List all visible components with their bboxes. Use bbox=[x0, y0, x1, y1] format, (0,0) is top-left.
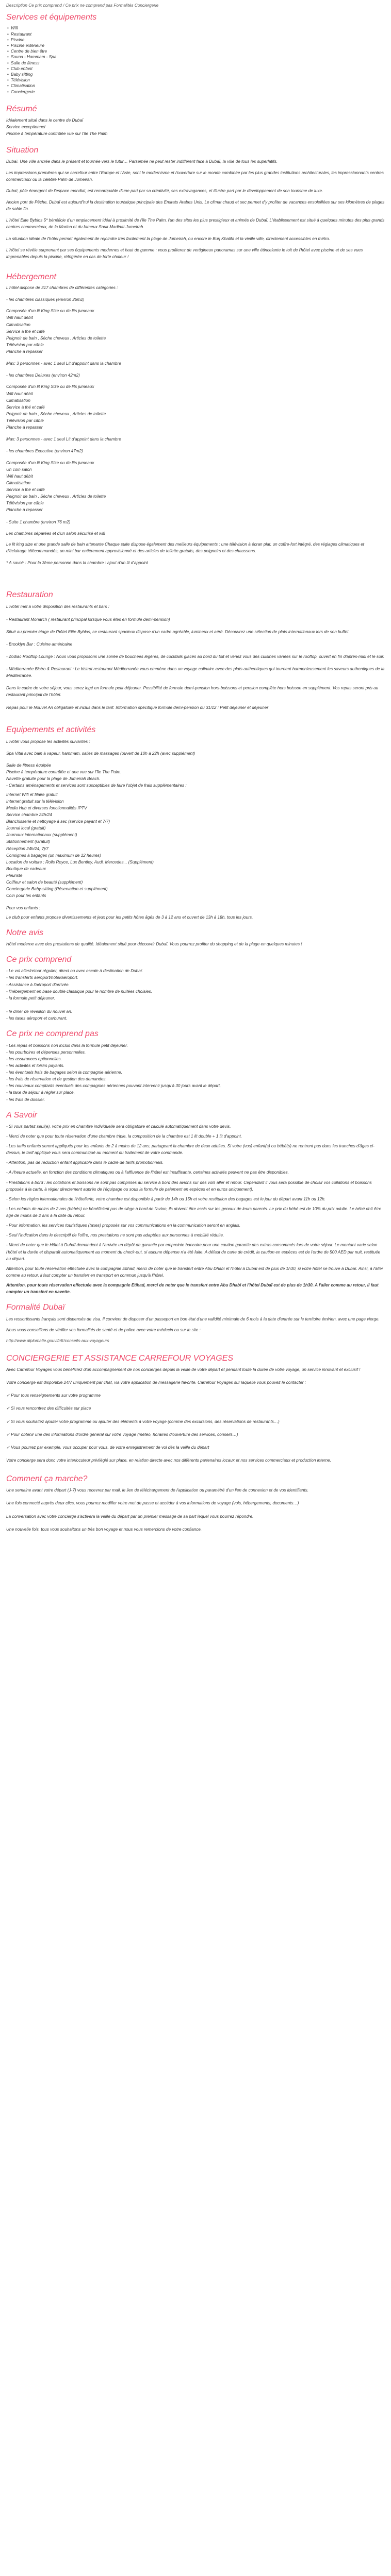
room-block bbox=[6, 360, 385, 367]
equipement-item: Service chambre 24h/24 bbox=[6, 812, 52, 817]
a-savoir-paragraph: Attention, pour toute réservation effectuée avec la compagnie Etihad, merci de noter que le transfert entre Abu Dhabi et l'hôtel à Dubaï est de plus de 1h30, si votre hôtel se trouve à Dubaï. Ainsi, à l'aller comme au retour, il faut compter un transfert en transport en commun jusqu'à l'hôtel. bbox=[6, 1266, 383, 1278]
room-header: - Suite 1 chambre (environ 76 m2) bbox=[6, 519, 71, 524]
comment-title: Comment ça marche? bbox=[6, 1475, 88, 1484]
room-block bbox=[6, 372, 385, 431]
resume-line: Piscine à température contrôlée vue sur l'île The Palm bbox=[6, 131, 108, 137]
comment-paragraph: Une semaine avant votre départ (J-7) vous recevrez par mail, le lien de téléchargement de l'application ou paramétré d'un lien de connexion et de vos identifiants. bbox=[6, 1488, 309, 1493]
ne-comprend-item: - les éventuels frais de bagages selon la compagnie aérienne. bbox=[6, 1070, 122, 1075]
room-feature: Composée d'un lit King Size ou de lits jumeaux bbox=[6, 309, 94, 314]
comprend-item: - l'hébergement en base double classique pour le nombre de nuitées choisies. bbox=[6, 989, 152, 994]
formalite-title: Formalité Dubaï bbox=[6, 1303, 65, 1312]
room-feature: Peignoir de bain , Sèche cheveux , Articles de toilette bbox=[6, 494, 106, 499]
comprend-item: - Assistance à l'aéroport d'arrivée. bbox=[6, 982, 70, 987]
room-feature: Service à thé et café bbox=[6, 329, 45, 334]
hebergement-title: Hébergement bbox=[6, 272, 56, 281]
ne-comprend-item: - la taxe de séjour à régler sur place, bbox=[6, 1090, 75, 1095]
room-feature: Planche à repasser bbox=[6, 425, 43, 430]
equipement-item: Consignes à bagages (un maximum de 12 heures) bbox=[6, 853, 101, 858]
room-header: - les chambres Executive (environ 47m2) bbox=[6, 449, 83, 454]
equipements-paragraph: Piscine à température contrôlée et une vue sur l'île The Palm. bbox=[6, 770, 122, 775]
restauration-paragraph: Repas pour le Nouvel An obligatoire et inclus dans le tarif. Information spécifique formule demi-pension du 31/12 : Petit déjeuner et déjeuner bbox=[6, 705, 269, 710]
hebergement-note: Le lit king size et une grande salle de bain attenante Chaque suite dispose également des meilleurs équipements : une télévision à écran plat, un coffre-fort intégré, des réglages climatiques et d'éclairage télécommandés, un mini bar entièrement approvisionné et des articles de toilette gratuits, des peignoirs et des chaussons. bbox=[6, 541, 365, 553]
a-savoir-paragraph: - Merci de noter que pour toute réservation d'une chambre triple, la composition de la chambre est 1 lit double + 1 lit d'appoint. bbox=[6, 1133, 242, 1139]
room-header: Max: 3 personnes - avec 1 seul Lit d'appoint dans la chambre bbox=[6, 361, 121, 366]
room-feature: Peignoir de bain , Sèche cheveux , Articles de toilette bbox=[6, 335, 106, 341]
room-feature: Télévision par câble bbox=[6, 418, 44, 423]
kids-club-text: Pour vos enfants : bbox=[6, 905, 40, 910]
a-savoir-paragraph: - Prestations à bord : les collations et boissons ne sont pas comprises au service à bord des avions sur des vols aller et retour. Cependant il vous sera possible de choisir vos collations et boissons proposés à la carte, à régler directement auprès de l'équipage ou sous la formule de paiement en espèces et en euros uniquement). bbox=[6, 1180, 372, 1192]
equipement-item: Media Hub et diverses fonctionnalités IPTV bbox=[6, 805, 87, 810]
ne-comprend-item: - les frais de réservation et de gestion des demandes. bbox=[6, 1077, 107, 1082]
comprend-item bbox=[6, 1002, 385, 1008]
comprend-item: - Le vol aller/retour régulier, direct ou avec escale à destination de Dubaï. bbox=[6, 969, 143, 974]
formalite-link[interactable]: http://www.diplomatie.gouv.fr/fr/conseils-aux-voyageurs bbox=[6, 1338, 109, 1343]
hebergement-intro: L'hôtel dispose de 317 chambres de différentes catégories : bbox=[6, 285, 118, 291]
situation-text bbox=[6, 158, 385, 260]
situation-paragraph: La situation idéale de l'hôtel permet également de rejoindre très facilement la plage de Jumeirah, ou encore le Burj Khalifa et la vieille ville, directement accessibles en métro. bbox=[6, 236, 330, 241]
situation-title: Situation bbox=[6, 146, 39, 155]
room-feature: Wifi haut débit bbox=[6, 315, 33, 320]
ne-comprend-item: - les assurances optionnelles. bbox=[6, 1056, 62, 1061]
restauration-title: Restauration bbox=[6, 590, 53, 600]
a-savoir-paragraph: - Pour information, les services touristiques (taxes) proposés sur vos communications en la communication seront en anglais. bbox=[6, 1223, 241, 1228]
prix-comprend-title: Ce prix comprend bbox=[6, 955, 72, 964]
service-item: • Salle de fitness bbox=[11, 60, 385, 66]
room-block bbox=[6, 436, 385, 443]
a-savoir-paragraph: - Seul l'indication dans le descriptif de l'offre, nos prestations ne sont pas adaptées aux personnes à mobilité réduite. bbox=[6, 1233, 224, 1238]
room-feature: Service à thé et café bbox=[6, 404, 45, 410]
room-feature: Climatisation bbox=[6, 480, 30, 485]
room-feature: Planche à repasser bbox=[6, 507, 43, 513]
situation-paragraph: L'Hôtel se révèle surprenant par ses équipements modernes et haut de gamme : vous profiterez de vertigineux panoramas sur une ville étincelante le toit de l'hôtel avec piscine et de ses vues imprenables depuis la piscine, réfrigérée en cas de forte chaleur ! bbox=[6, 247, 363, 259]
equipement-item: Réception 24h/24, 7j/7 bbox=[6, 846, 48, 851]
a-savoir-title: A Savoir bbox=[6, 1110, 37, 1120]
conciergerie-paragraph: ✓ Pour obtenir une des informations d'ordre général sur votre voyage (météo, horaires d'ouverture des services, conseils…) bbox=[6, 1432, 238, 1437]
equipement-item: Boutique de cadeaux bbox=[6, 866, 46, 871]
equipement-item: Blanchisserie et nettoyage à sec (service payant et 7/7) bbox=[6, 819, 110, 824]
room-block bbox=[6, 448, 385, 513]
conciergerie-text bbox=[6, 1366, 385, 1464]
service-item: • Télévision bbox=[11, 77, 385, 83]
equipement-item: Fleuriste bbox=[6, 873, 23, 878]
comment-paragraph: Une nouvelle fois, tous vous souhaitons un très bon voyage et nous vous remercions de votre confiance. bbox=[6, 1527, 202, 1532]
comment-text bbox=[6, 1487, 385, 1533]
room-feature: Composée d'un lit King Size ou de lits jumeaux bbox=[6, 460, 94, 465]
notre-avis-text: Hôtel moderne avec des prestations de qualité. Idéalement situé pour découvrir Dubaï. Vous pourrez profiter du shopping et de la plage en quelques minutes ! bbox=[6, 942, 302, 946]
conciergerie-paragraph: ✓ Vous pourrez par exemple, vous occuper pour vous, de votre enregistrement de vol dès la veille du départ bbox=[6, 1445, 209, 1450]
equipements-paragraph: Navette gratuite pour la plage de Jumeirah Beach. bbox=[6, 776, 101, 782]
prix-ne-comprend-title: Ce prix ne comprend pas bbox=[6, 1029, 99, 1039]
rooms-list bbox=[6, 296, 385, 537]
comment-paragraph: Une fois connecté auprès deux clics, vous pourrez modifier votre mot de passe et accéder à vos informations de voyage (vols, hébergements, documents…) bbox=[6, 1501, 299, 1506]
room-block bbox=[6, 296, 385, 355]
conciergerie-paragraph: ✓ Si vous souhaitez ajouter votre programme ou ajouter des éléments à votre voyage (comme des excursions, des réservations de restaurants…) bbox=[6, 1419, 280, 1424]
situation-paragraph: Dubaï, pôle émergent de l'espace mondial, est remarquable d'une part par sa créativité, ses extravagances, et illustre part par le développement de son tourisme de luxe. bbox=[6, 188, 323, 193]
service-item: • Club enfant bbox=[11, 66, 385, 72]
a-savoir-paragraph: - A l'heure actuelle, en fonction des conditions climatiques ou à l'affluence de l'hôtel est insuffisante, certaines activités peuvent ne pas être disponibles. bbox=[6, 1170, 289, 1175]
equipements-paragraph: L'Hôtel vous propose les activités suivantes : bbox=[6, 739, 90, 744]
equipement-item: Stationnement (Gratuit) bbox=[6, 839, 51, 844]
room-header: - les chambres classiques (environ 26m2) bbox=[6, 297, 85, 302]
equipements-list bbox=[6, 791, 385, 900]
room-feature: Climatisation bbox=[6, 322, 30, 327]
resume-lines bbox=[6, 117, 385, 137]
intro-line: Description Ce prix comprend / Ce prix ne comprend pas Formalités Conciergerie bbox=[6, 3, 159, 8]
restauration-text bbox=[6, 603, 385, 710]
room-feature: Un coin salon bbox=[6, 467, 32, 472]
equipements-paragraph: Salle de fitness équipée bbox=[6, 763, 51, 768]
situation-paragraph: Dubaï. Une ville ancrée dans le présent et tournée vers le futur… Parsemée ne peut rester indifférent face à Dubaï, la ville de tous les superlatifs. bbox=[6, 159, 278, 164]
a-savoir-paragraph: - Merci de noter que le Hôtel à Dubaï demandent à l'arrivée un dépôt de garantie par empreinte bancaire pour une caution garantie des extras consommés lors de votre séjour. Le montant varie selon l'hôtel et la durée et disparaît automatiquement au moment du check-out, si aucune dépense n'a été faite. A défaut de carte de crédit, la caution en espèces est de l'ordre de 500 AED par nuit, restituée au départ. bbox=[6, 1243, 381, 1261]
restauration-paragraph: Dans le cadre de votre séjour, vous serez logé en formule petit déjeuner. Possibilité de formule demi-pension hors-boissons et pension complète hors boisson en supplément. Vos repas seront pris au restaurant principal de l'hôtel. bbox=[6, 686, 379, 698]
comprend-item: - le dîner de réveillon du nouvel an. bbox=[6, 1009, 72, 1014]
comprend-item: - les transferts aéroport/hôtel/aéroport. bbox=[6, 975, 78, 980]
conciergerie-paragraph: Votre concierge sera donc votre interlocuteur privilégié sur place, en relation directe avec nos différents partenaires locaux et nos services commerciaux et production interne. bbox=[6, 1458, 332, 1463]
room-block bbox=[6, 519, 385, 537]
resume-line: Service exceptionnel bbox=[6, 125, 45, 130]
room-feature: Télévision par câble bbox=[6, 342, 44, 347]
a-savoir-paragraph: - Attention, pas de réduction enfant applicable dans le cadre de tarifs promotionnels. bbox=[6, 1160, 164, 1165]
equipement-item: Conciergerie Baby-sitting (Réservation et supplément) bbox=[6, 887, 108, 892]
notre-avis-title: Notre avis bbox=[6, 928, 44, 937]
comment-paragraph: La conversation avec votre concierge s'activera la veille du départ par un premier message de sa part lequel vous pourrez répondre. bbox=[6, 1514, 254, 1519]
situation-paragraph: Ancien port de Pêche, Dubaï est aujourd'hui la destination touristique principale des Emirats Arabes Unis. Le climat chaud et sec permet d'y profiter de vacances ensoleillées sur ses kilomètres de plages de sable fin. bbox=[6, 200, 385, 212]
equipements-paragraph: - Certains aménagements et services sont susceptibles de faire l'objet de frais supplémentaires : bbox=[6, 783, 187, 788]
service-item: • Restaurant bbox=[11, 31, 385, 37]
ne-comprend-item: - Les repas et boissons non inclus dans la formule petit déjeuner. bbox=[6, 1043, 128, 1048]
room-header: - les chambres Deluxes (environ 42m2) bbox=[6, 373, 80, 378]
a-savoir-text bbox=[6, 1123, 385, 1279]
restauration-paragraph: L'Hôtel met à votre disposition des restaurants et bars : bbox=[6, 604, 109, 609]
ne-comprend-item: - les activités et loisirs payants. bbox=[6, 1063, 64, 1068]
equipements-title: Equipements et activités bbox=[6, 725, 96, 734]
resume-line: Idéalement situé dans le centre de Dubaï bbox=[6, 117, 84, 123]
room-feature: Wifi haut débit bbox=[6, 473, 33, 479]
conciergerie-paragraph: Votre concierge est disponible 24/7 uniquement par chat, via votre application de messagerie favorite. Carrefour Voyages sur laquelle vous pouvez le contacter : bbox=[6, 1380, 306, 1385]
conciergerie-title: CONCIERGERIE ET ASSISTANCE CARREFOUR VOYAGES bbox=[6, 1353, 234, 1363]
room-feature: Composée d'un lit King Size ou de lits jumeaux bbox=[6, 384, 94, 389]
hebergement-extra bbox=[6, 541, 385, 566]
equipement-item: Internet gratuit sur la télévision bbox=[6, 799, 64, 804]
service-item: • Climatisation bbox=[11, 83, 385, 89]
situation-paragraph: L'Hôtel Elite Byblos 5* bénéficie d'un emplacement idéal à proximité de l'île The Palm, l'un des sites les plus prestigieux et animés de Dubaï. L'établissement est situé à quelques minutes des plus grands centres commerciaux, de la Marina et du fameux Souk Madinat Jumeirah. bbox=[6, 218, 385, 230]
equipements-text bbox=[6, 738, 385, 789]
equipements-paragraph: Spa Vital avec bain à vapeur, hammam, salles de massages (ouvert de 10h à 22h (avec supplément) bbox=[6, 751, 196, 756]
ne-comprend-item: - les pourboires et dépenses personnelles. bbox=[6, 1049, 86, 1055]
services-title: Services et équipements bbox=[6, 13, 97, 22]
restauration-paragraph: Situé au premier étage de l'hôtel Elite Byblos, ce restaurant spacieux dispose d'un cadre agréable, lumineux et aéré. Découvrez une sélection de plats internationaux lors de son buffet. bbox=[6, 629, 350, 634]
comprend-item: - la formule petit déjeuner. bbox=[6, 995, 55, 1001]
service-item: • Sauna - Hammam - Spa bbox=[11, 54, 385, 60]
service-item: • Centre de bien être bbox=[11, 48, 385, 54]
prix-ne-comprend-list bbox=[6, 1042, 385, 1103]
equipement-item: Coin pour les enfants bbox=[6, 893, 46, 899]
a-savoir-paragraph: - Les enfants de moins de 2 ans (bébés) ne bénéficient pas de siège à bord de l'avion, ils doivent être assis sur les genoux de leurs parents. Le prix du bébé est de 10% du prix adulte. Le bébé doit être âgé de moins de 2 ans à la date du retour. bbox=[6, 1206, 382, 1218]
comprend-item: - les taxes aéroport et carburant. bbox=[6, 1016, 68, 1021]
room-feature: Wifi haut débit bbox=[6, 391, 33, 396]
kids-club-text: Le club pour enfants propose divertissements et jeux pour les petits hôtes âgés de 3 à 12 ans et ouvert de 13h à 18h, tous les jours. bbox=[6, 915, 253, 920]
formalite-paragraph: Nous vous conseillons de vérifier vos formalités de santé et de police avec votre médecin ou sur le site : bbox=[6, 1327, 201, 1332]
room-feature: Peignoir de bain , Sèche cheveux , Articles de toilette bbox=[6, 411, 106, 416]
equipements-kids bbox=[6, 905, 385, 921]
restauration-paragraph: - Zodiac Rooftop Lounge : Nous vous proposons une soirée de bouchées légères, de cocktails glacés au bord du toit et venez vous des cuisines variées sur le rooftop, ouvert en fin d'après-midi et le soir. bbox=[6, 654, 385, 659]
conciergerie-paragraph: ✓ Pour tous renseignements sur votre programme bbox=[6, 1393, 101, 1398]
ne-comprend-item: - les frais de dossier. bbox=[6, 1097, 45, 1102]
service-item: • Piscine extérieure bbox=[11, 43, 385, 48]
equipement-item: Journaux internationaux (supplément) bbox=[6, 833, 77, 838]
service-item: • Conciergerie bbox=[11, 89, 385, 95]
equipement-item: Coiffeur et salon de beauté (supplément) bbox=[6, 880, 83, 885]
restauration-paragraph: - Restaurant Monarch ( restaurant principal lorsque vous êtes en formule demi-pension) bbox=[6, 617, 170, 622]
prix-comprend-list bbox=[6, 968, 385, 1022]
resume-title: Résumé bbox=[6, 104, 37, 113]
a-savoir-paragraph: - Les tarifs enfants seront appliqués pour les enfants de 2 à moins de 12 ans, partageant la chambre de deux adultes. Si votre (vos) enfant(s) ou bébé(s) ne rentrent pas dans les tranches d'âges ci-dessus, le tarif appliqué vous sera communiqué au moment du traitement de votre commande. bbox=[6, 1144, 374, 1156]
a-savoir-paragraph: - Si vous partez seul(e), votre prix en chambre individuelle sera obligatoire et calculé automatiquement dans votre devis. bbox=[6, 1124, 231, 1129]
room-feature: Planche à repasser bbox=[6, 349, 43, 354]
restauration-paragraph: - Méditerranée Bistro & Restaurant : Le bistrot restaurant Méditerranée vous emmène dans un voyage culinaire avec des plats authentiques qui tournent harmonieusement les saveurs authentiques de la Méditerranée. bbox=[6, 667, 385, 679]
conciergerie-paragraph: Avec Carrefour Voyages vous bénéficiez d'un accompagnement de nos concierges depuis la veille de votre départ et pendant toute la durée de votre voyage, un service innovant et exclusif ! bbox=[6, 1367, 361, 1372]
hebergement-note: * A savoir : Pour la 3ème personne dans la chambre : ajout d'un lit d'appoint bbox=[6, 561, 148, 566]
ne-comprend-item: - les nouveaux comptants éventuels des compagnies aériennes pouvant intervenir jusqu'à 30 jours avant le départ, bbox=[6, 1083, 221, 1089]
a-savoir-etihad: Attention, pour toute réservation effectuée avec la compagnie Etihad, merci de noter que le transfert entre Abu Dhabi et l'hôtel Dubaï est de plus de 1h30. A l'aller comme au retour, il faut compter un transfert en navette. bbox=[6, 1283, 379, 1295]
equipement-item: Location de voiture : Rolls Royce, Lux Bentley, Audi, Mercedes... (Supplément) bbox=[6, 859, 154, 865]
formalite-paragraph: Les ressortissants français sont dispensés de visa. Il convient de disposer d'un passeport en bon état d'une validité minimale de 6 mois à la date d'entrée sur le territoire émirien, avec une page vierge. bbox=[6, 1316, 380, 1321]
service-item: • Wifi bbox=[11, 25, 385, 31]
room-feature: Service à thé et café bbox=[6, 487, 45, 493]
service-item: • Baby sitting bbox=[11, 72, 385, 77]
room-feature: Les chambres séparées et d'un salon sécurisé et wifi bbox=[6, 531, 105, 536]
equipement-item: Internet Wifi et filaire gratuit bbox=[6, 792, 58, 797]
conciergerie-paragraph: ✓ Si vous rencontrez des difficultés sur place bbox=[6, 1406, 91, 1411]
room-header: Max: 3 personnes - avec 1 seul Lit d'appoint dans la chambre bbox=[6, 437, 121, 442]
room-feature: Télévision par câble bbox=[6, 501, 44, 506]
formalite-text bbox=[6, 1316, 385, 1344]
a-savoir-paragraph: - Selon les règles internationales de l'hôtellerie, votre chambre est disponible à partir de 14h ou 15h et votre restitution des bagages est le jour du départ avant 11h ou 12h. bbox=[6, 1196, 326, 1201]
restauration-paragraph: - Brooklyn Bar : Cuisine américaine bbox=[6, 641, 73, 647]
services-list bbox=[6, 25, 385, 94]
situation-paragraph: Les impressions premières qui se carrefour entre l'Europe et l'Asie, sont le modernisme et l'ouverture sur le monde combinée par les plus grandes institutions architecturales, les impressionnants centres commerciaux ou la célèbre Palm de Jumeirah. bbox=[6, 170, 384, 182]
equipement-item: Journal local (gratuit) bbox=[6, 826, 46, 831]
room-feature: Climatisation bbox=[6, 398, 30, 403]
service-item: • Piscine bbox=[11, 37, 385, 43]
